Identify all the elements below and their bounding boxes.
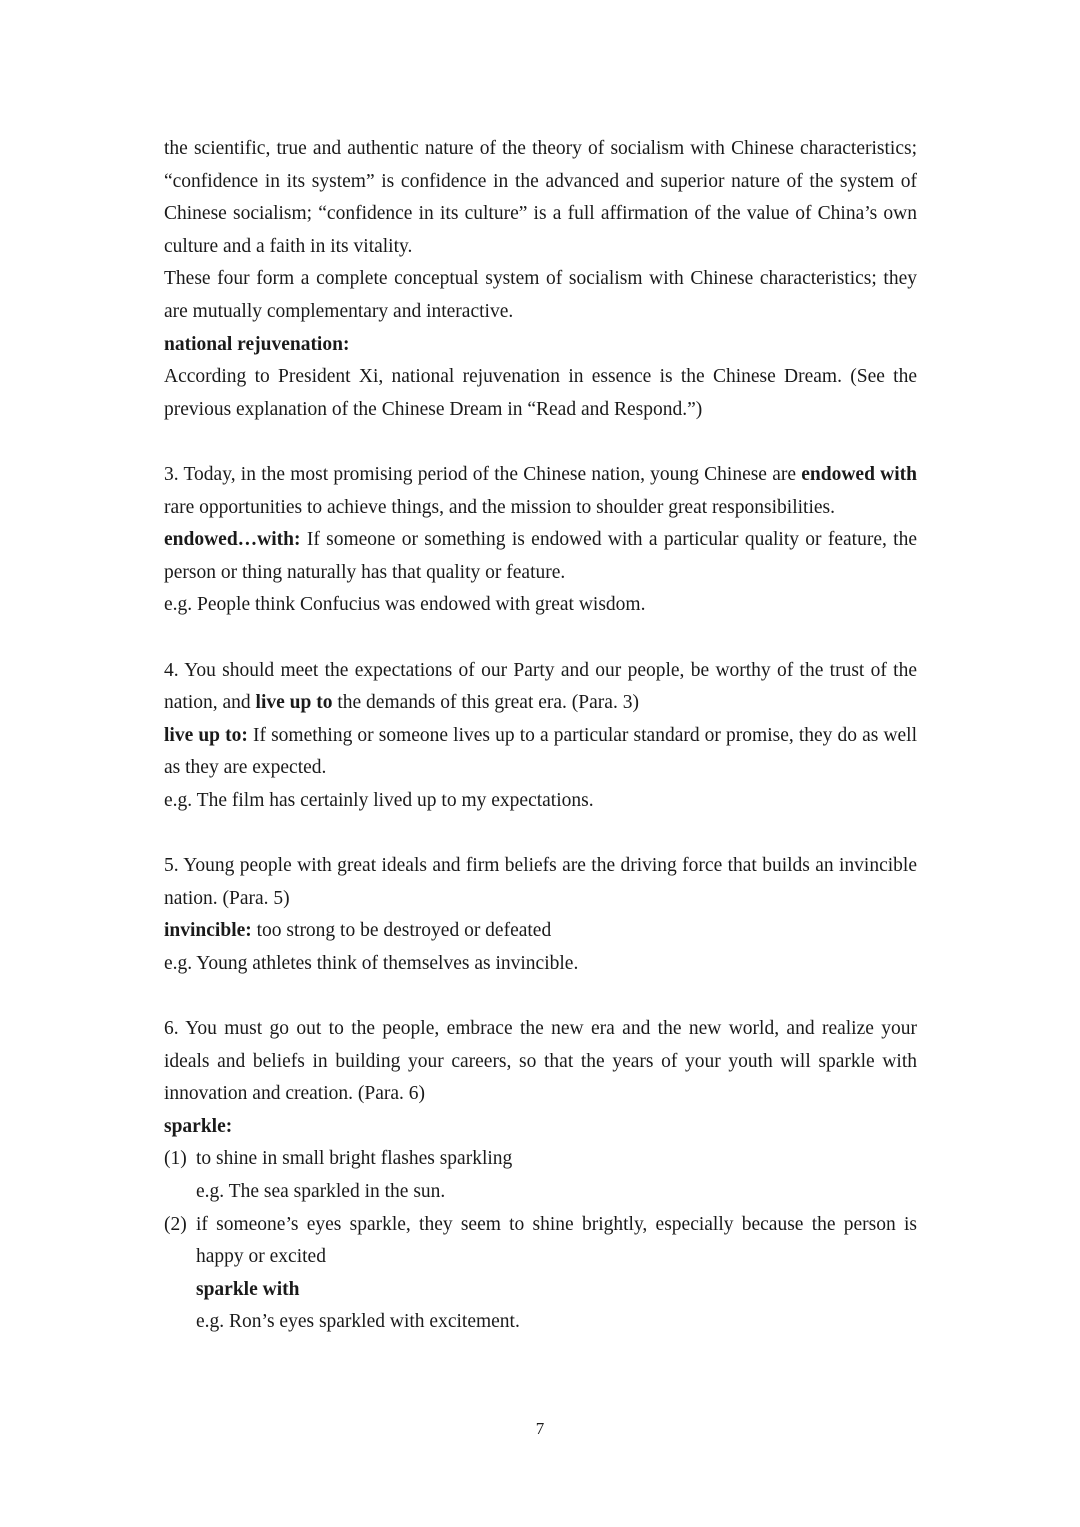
sense-number: (2) xyxy=(164,1213,187,1235)
term-national-rejuvenation: national rejuvenation: xyxy=(164,333,350,355)
item-5-example: e.g. Young athletes think of themselves as invincible. xyxy=(164,952,579,974)
intro-paragraph-2: These four form a complete conceptual system of socialism with Chinese characteristics; they are mutually complementary and interactive. xyxy=(164,268,917,322)
sense-number: (1) xyxy=(164,1148,187,1170)
sense-text: to shine in small bright flashes sparkling xyxy=(196,1148,513,1170)
sense-2-phrase: sparkle with xyxy=(196,1278,300,1300)
document-body xyxy=(164,133,917,1339)
spacer xyxy=(164,426,917,459)
item-4-example: e.g. The film has certainly lived up to my expectations. xyxy=(164,789,594,811)
sense-2 xyxy=(164,1209,917,1274)
term-sparkle: sparkle: xyxy=(164,1115,233,1137)
item-3-example: e.g. People think Confucius was endowed with great wisdom. xyxy=(164,594,646,616)
page-number: 7 xyxy=(535,1419,545,1438)
sense-1 xyxy=(164,1143,917,1176)
item-5-sentence: 5. Young people with great ideals and firm beliefs are the driving force that builds an invincible nation. (Para. 5) xyxy=(164,855,917,909)
spacer xyxy=(164,980,917,1013)
item-4-sentence: 4. You should meet the expectations of our Party and our people, be worthy of the trust of the nation, and live up to the demands of this great era. (Para. 3) xyxy=(164,659,917,714)
sense-text: if someone’s eyes sparkle, they seem to shine brightly, especially because the person is happy or excited xyxy=(196,1213,917,1268)
item-3-definition: endowed…with: If someone or something is endowed with a particular quality or feature, the person or thing naturally has that quality or feature. xyxy=(164,529,917,583)
definition-national-rejuvenation: According to President Xi, national rejuvenation in essence is the Chinese Dream. (See the previous explanation of the Chinese Dream in “Read and Respond.”) xyxy=(164,366,917,420)
spacer xyxy=(164,622,917,655)
sense-2-example: e.g. Ron’s eyes sparkled with excitement. xyxy=(196,1311,520,1333)
sense-1-example: e.g. The sea sparkled in the sun. xyxy=(196,1181,446,1202)
spacer xyxy=(164,817,917,850)
item-4-definition: live up to: If something or someone lives up to a particular standard or promise, they do as well as they are expected. xyxy=(164,724,918,779)
item-5-definition: invincible: too strong to be destroyed or defeated xyxy=(164,920,552,942)
item-3-sentence: 3. Today, in the most promising period of the Chinese nation, young Chinese are endowed with rare opportunities to achieve things, and the mission to shoulder great responsibilities. xyxy=(164,463,917,518)
intro-paragraph: the scientific, true and authentic nature of the theory of socialism with Chinese characteristics; “confidence in its system” is confidence in the advanced and superior nature of the system of Chinese socialism; “confidence in its culture” is a full affirmation of the value of China’s own culture and a faith in its vitality. xyxy=(164,138,917,257)
item-6-sentence: 6. You must go out to the people, embrace the new era and the new world, and realize your ideals and beliefs in building your careers, so that the years of your youth will sparkle with innovation and creation. (Para. 6) xyxy=(164,1018,917,1105)
